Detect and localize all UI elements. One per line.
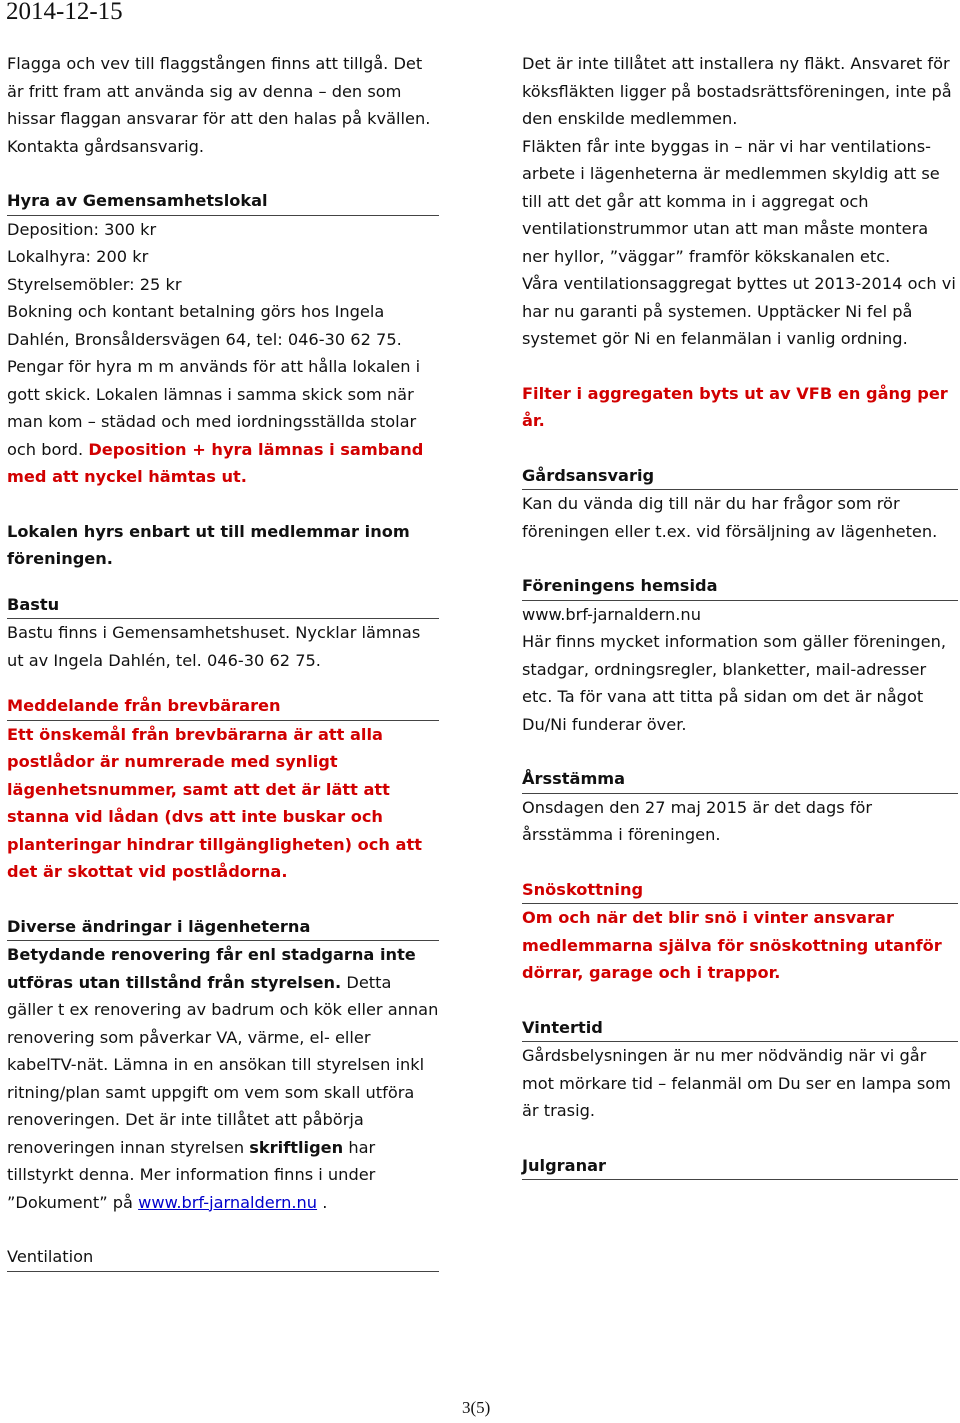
flakt-paragraph-3: Våra ventilationsaggregat byttes ut 2013-2014 och vi har nu garanti på systemen. Upptäcker Ni fel på systemet gör Ni en felanmälan i vanlig ordning.: [522, 274, 956, 348]
left-column: [7, 50, 439, 1272]
medlemmar-notice: Lokalen hyrs enbart ut till medlemmar inom föreningen.: [7, 521, 410, 568]
deposition-notice: Deposition + hyra lämnas i samband med att nyckel hämtas ut.: [7, 439, 424, 486]
gardsansvarig-paragraph: Kan du vända dig till när du har frågor som rör föreningen eller t.ex. vid försäljning av lägenheten.: [522, 494, 938, 541]
website-link[interactable]: www.brf-jarnaldern.nu: [138, 1192, 318, 1212]
filter-notice: Filter i aggregaten byts ut av VFB en gång per år.: [522, 383, 948, 430]
arsstamma-paragraph: Onsdagen den 27 maj 2015 är det dags för årsstämma i föreningen.: [522, 797, 873, 844]
bastu-paragraph: Bastu finns i Gemensamhetshuset. Nycklar lämnas ut av Ingela Dahlén, tel. 046-30 62 75.: [7, 623, 421, 670]
page-number: 3(5): [462, 1398, 491, 1417]
diverse-heading: Diverse ändringar i lägenheterna: [7, 913, 439, 942]
diverse-bold-word: skriftligen: [249, 1137, 344, 1157]
diverse-text-3: .: [317, 1192, 328, 1212]
hemsida-paragraph: Här finns mycket information som gäller föreningen, stadgar, ordningsregler, blanketter, mail-adresser etc. Ta för vana att titta på sidan om det är något Du/Ni funderar över.: [522, 632, 946, 734]
pengar-paragraph: [7, 353, 439, 491]
snoskottning-heading: Snöskottning: [522, 876, 958, 905]
julgranar-heading: Julgranar: [522, 1152, 958, 1181]
bokning-paragraph: Bokning och kontant betalning görs hos Ingela Dahlén, Bronsåldersvägen 64, tel: 046-30 62 75.: [7, 302, 402, 349]
page-date: 2014-12-15: [6, 0, 123, 25]
brevbararen-heading: Meddelande från brevbäraren: [7, 692, 439, 721]
diverse-text-2: har tillstyrkt denna. Mer information finns i under ”Dokument” på: [7, 1137, 376, 1212]
arsstamma-heading: Årsstämma: [522, 765, 958, 794]
ventilation-heading: Ventilation: [7, 1243, 439, 1272]
flag-paragraph: Flagga och vev till flaggstången finns att tillgå. Det är fritt fram att använda sig av denna – den som hissar flaggan ansvarar för att den halas på kvällen. Kontakta gårdsansvarig.: [7, 54, 431, 156]
lokalhyra-line: Lokalhyra: 200 kr: [7, 247, 149, 266]
brevbararen-paragraph: Ett önskemål från brevbärarna är att alla postlådor är numrerade med synligt lägenhetsnummer, samt att det är lätt att stanna vid lådan (dvs att inte buskar och planteringar hindrar tillgängligheten) och att det är skottat vid postlådorna.: [7, 724, 422, 881]
hyra-heading: Hyra av Gemensamhetslokal: [7, 187, 439, 216]
hemsida-heading: Föreningens hemsida: [522, 572, 958, 601]
hemsida-url: www.brf-jarnaldern.nu: [522, 604, 701, 624]
right-column: [522, 50, 958, 1180]
styrelsemobler-line: Styrelsemöbler: 25 kr: [7, 274, 182, 294]
diverse-text-1: Detta gäller t ex renovering av badrum och kök eller annan renovering som påverkar VA, värme, el- eller kabelTV-nät. Lämna in en ansökan till styrelsen inkl ritning/plan samt uppgift om vem som skall utföra renoveringen. Det är inte tillåtet att påbörja renoveringen innan styrelsen: [7, 972, 439, 1157]
vintertid-heading: Vintertid: [522, 1014, 958, 1043]
gardsansvarig-heading: Gårdsansvarig: [522, 462, 958, 491]
deposition-line: Deposition: 300 kr: [7, 219, 157, 239]
pengar-text: Pengar för hyra m m används för att hålla lokalen i gott skick. Lokalen lämnas i samma skick som när man kom – städad och med iordningsställda stolar och bord.: [7, 357, 421, 459]
vintertid-paragraph: Gårdsbelysningen är nu mer nödvändig när vi går mot mörkare tid – felanmäl om Du ser en lampa som är trasig.: [522, 1046, 951, 1120]
bastu-heading: Bastu: [7, 591, 439, 620]
diverse-paragraph: [7, 941, 439, 1216]
flakt-paragraph-2: Fläkten får inte byggas in – när vi har ventilations-arbete i lägenheterna är medlemmen skyldig att se till att det går att komma in i aggregat och ventilationstrummor utan att man måste montera ner hyllor, ”väggar” framför kökskanalen etc.: [522, 136, 940, 266]
snoskottning-paragraph: Om och när det blir snö i vinter ansvarar medlemmarna själva för snöskottning utanför dörrar, garage och i trappor.: [522, 908, 942, 982]
diverse-bold-lead: Betydande renovering får enl stadgarna inte utföras utan tillstånd från styrelsen.: [7, 945, 416, 992]
flakt-paragraph-1: Det är inte tillåtet att installera ny fläkt. Ansvaret för köksfläkten ligger på bostadsrättsföreningen, inte på den enskilde medlemmen.: [522, 54, 952, 128]
